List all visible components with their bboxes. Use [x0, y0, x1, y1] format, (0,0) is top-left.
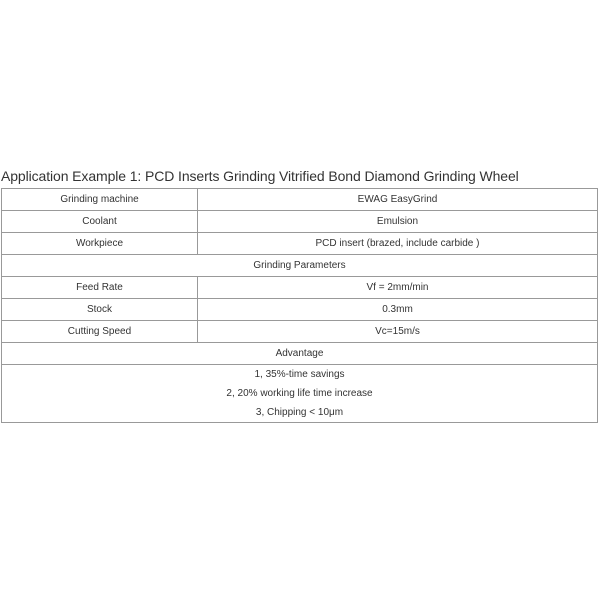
- stock-label: Stock: [2, 299, 198, 321]
- table-row: [2, 365, 598, 423]
- feed-rate-value: Vf = 2mm/min: [198, 277, 598, 299]
- table-row: [2, 321, 598, 343]
- cutting-speed-value: Vc=15m/s: [198, 321, 598, 343]
- page-title: Application Example 1: PCD Inserts Grinding Vitrified Bond Diamond Grinding Wheel: [1, 168, 519, 184]
- advantage-item: 2, 20% working life time increase: [226, 388, 373, 399]
- coolant-value: Emulsion: [198, 211, 598, 233]
- table-row: [2, 211, 598, 233]
- table-row: [2, 343, 598, 365]
- stock-value: 0.3mm: [198, 299, 598, 321]
- advantage-list: [2, 365, 598, 423]
- grinding-machine-value: EWAG EasyGrind: [198, 189, 598, 211]
- table-row: [2, 277, 598, 299]
- grinding-machine-label: Grinding machine: [2, 189, 198, 211]
- table-row: [2, 233, 598, 255]
- feed-rate-label: Feed Rate: [2, 277, 198, 299]
- workpiece-label: Workpiece: [2, 233, 198, 255]
- application-table: [1, 188, 598, 423]
- advantage-item: 1, 35%-time savings: [254, 369, 345, 380]
- workpiece-value: PCD insert (brazed, include carbide ): [198, 233, 598, 255]
- table-row: [2, 255, 598, 277]
- grinding-parameters-header: Grinding Parameters: [2, 255, 598, 277]
- advantage-item: 3, Chipping < 10μm: [255, 407, 344, 418]
- advantage-header: Advantage: [2, 343, 598, 365]
- coolant-label: Coolant: [2, 211, 198, 233]
- table-row: [2, 189, 598, 211]
- table-row: [2, 299, 598, 321]
- cutting-speed-label: Cutting Speed: [2, 321, 198, 343]
